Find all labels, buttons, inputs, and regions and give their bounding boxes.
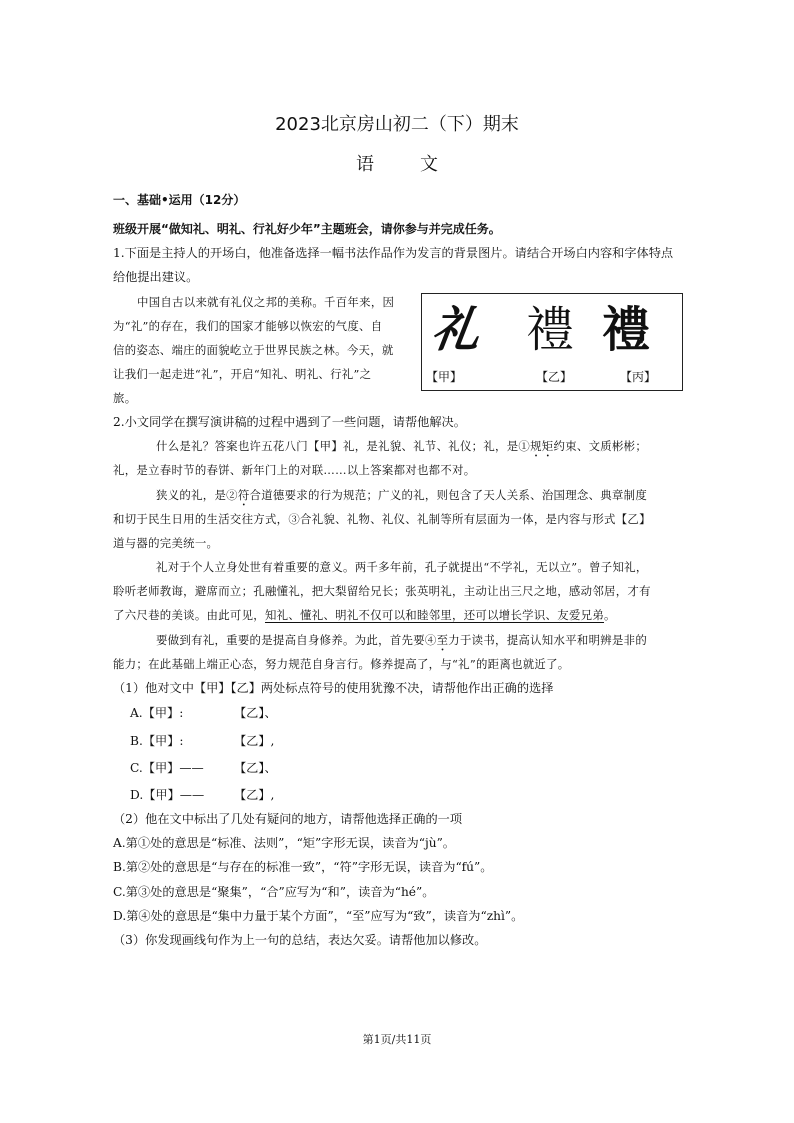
option-d2: D.第④处的意思是“集中力量于某个方面”，“至”应写为“致”，读音为“zhì”。	[113, 909, 524, 923]
option-c2: C.第③处的意思是“聚集”，“合”应写为“和”，读音为“hé”。	[113, 885, 435, 899]
passage-text: 要做到有礼，重要的是提高自身修养。为此，首先要④	[156, 633, 437, 647]
q2-passage-p2	[156, 487, 647, 509]
option-b2: B.第②处的意思是“与存在的标准一致”，“符”字形无误，读音为“fú”。	[113, 860, 493, 874]
calligraphy-char-jia: 礼	[428, 302, 484, 358]
calligraphy-label-bing: 【丙】	[620, 370, 657, 384]
marked-word-2: 符	[237, 488, 250, 502]
q2-prompt: 2.小文同学在撰写演讲稿的过程中遇到了一些问题，请帮他解决。	[113, 415, 466, 429]
q2-sub3: （3）你发现画线句作为上一句的总结，表达欠妥。请帮他加以修改。	[113, 933, 487, 947]
page-title: 2023北京房山初二（下）期末	[275, 114, 519, 135]
marked-word-4: 至	[436, 633, 449, 647]
passage-text: 狭义的礼，是②	[156, 488, 238, 502]
q1-prompt-line2: 给他提出建议。	[113, 270, 199, 284]
q2-passage-line: 和切于民生日用的生活交往方式，③合礼貌、礼物、礼仪、礼制等所有层面为一体，是内容与形式【乙】	[113, 512, 651, 526]
q2-passage-p4	[156, 632, 647, 654]
option-b1-right: 【乙】,	[234, 734, 275, 748]
passage-text: 合道德要求的行为规范；广义的礼，则包含了天人关系、治国理念、典章制度	[249, 488, 648, 502]
q2-passage-line: 聆听老师教诲，避席而立；孔融懂礼，把大梨留给兄长；张英明礼，主动让出三尺之地，感动邻居，才有	[113, 584, 651, 598]
passage-text: 了六尺巷的美谈。由此可见，	[113, 608, 265, 622]
passage-text: 力于读书，提高认知水平和明辨是非的	[448, 633, 648, 647]
underlined-sentence: 知礼、懂礼、明礼不仅可以和睦邻里，还可以增长学识、友爱兄弟	[264, 608, 605, 622]
q1-passage-line: 让我们一起走进“礼”，开启“知礼、明礼、行礼”之	[113, 367, 372, 381]
section-intro: 班级开展“做知礼、明礼、行礼好少年”主题班会，请你参与并完成任务。	[113, 222, 501, 236]
passage-text: 。	[604, 608, 616, 622]
q2-passage-p3c	[113, 607, 616, 623]
q2-passage-p1	[156, 438, 647, 460]
option-d1-label: D.【甲】——	[130, 788, 205, 802]
section-heading: 一、基础•运用（12分）	[113, 193, 246, 207]
marked-word-1: 规矩	[530, 439, 554, 453]
q1-passage-line: 为“礼”的存在，我们的国家才能够以恢宏的气度、自	[113, 319, 383, 333]
q2-passage-line: 道与器的完美统一。	[113, 536, 219, 550]
option-d1-right: 【乙】,	[234, 788, 275, 802]
q2-sub1: （1）他对文中【甲】【乙】两处标点符号的使用犹豫不决，请帮他作出正确的选择	[113, 681, 554, 695]
subject-title: 语文	[356, 154, 484, 175]
option-a1-label: A.【甲】:	[130, 706, 184, 720]
q2-sub2: （2）他在文中标出了几处有疑问的地方，请帮他选择正确的一项	[113, 812, 463, 826]
option-a2: A.第①处的意思是“标准、法则”，“矩”字形无误，读音为“jù”。	[113, 836, 455, 850]
q2-passage-line: 礼对于个人立身处世有着重要的意义。两千多年前，孔子就提出“不学礼，无以立”。曾子知礼，	[156, 560, 648, 574]
calligraphy-char-yi: 禮	[526, 302, 575, 358]
calligraphy-char-bing: 禮	[602, 302, 651, 358]
calligraphy-label-yi: 【乙】	[536, 370, 573, 384]
q2-passage-line: 能力；在此基础上端正心态，努力规范自身言行。修养提高了，与“礼”的距离也就近了。	[113, 657, 570, 671]
option-c1-label: C.【甲】——	[130, 761, 204, 775]
q2-passage-line: 礼，是立春时节的春饼、新年门上的对联……以上答案都对也都不对。	[113, 463, 476, 477]
option-c1-right: 【乙】、	[234, 761, 277, 775]
passage-text: 约束、文质彬彬；	[553, 439, 648, 453]
calligraphy-label-jia: 【甲】	[426, 370, 463, 384]
q1-passage-line: 旅。	[113, 391, 137, 405]
q1-prompt-line1: 1.下面是主持人的开场白，他准备选择一幅书法作品作为发言的背景图片。请结合开场白内容和字体特点	[113, 246, 674, 260]
option-a1-right: 【乙】、	[234, 706, 277, 720]
q1-passage-line: 中国自古以来就有礼仪之邦的美称。千百年来，因	[137, 295, 395, 309]
option-b1-label: B.【甲】:	[130, 734, 184, 748]
q1-passage-line: 信的姿态、端庄的面貌屹立于世界民族之林。今天，就	[113, 343, 394, 357]
passage-text: 什么是礼？答案也许五花八门【甲】礼，是礼貌、礼节、礼仪；礼，是①	[156, 439, 531, 453]
calligraphy-image	[421, 293, 683, 391]
page-number: 第1页/共11页	[362, 1033, 432, 1046]
